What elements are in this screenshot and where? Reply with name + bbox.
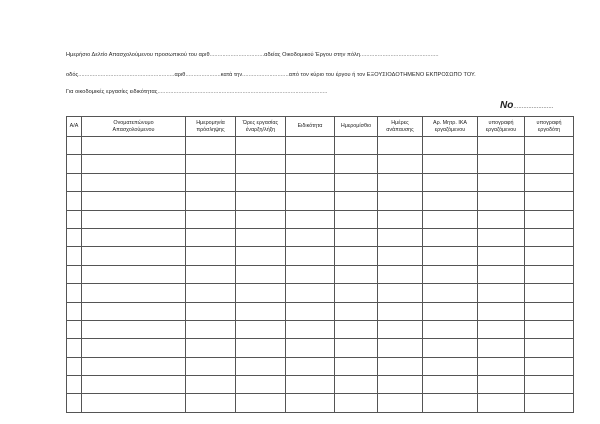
table-cell[interactable] [478,302,525,320]
form-number-label: No [500,100,514,111]
table-row [67,302,574,320]
table-cell[interactable] [67,357,82,375]
table-cell[interactable] [67,284,82,302]
table-cell[interactable] [478,394,525,412]
table-cell[interactable] [286,357,335,375]
header-hire-date: Ημερομηνία πρόσληψης [186,117,236,137]
specialty-label: Για οικοδομικές εργασίες ειδικότητας [66,89,158,95]
street-blank[interactable]: ............................................................ [78,72,175,78]
table-cell[interactable] [335,228,378,246]
license-text: Ημερήσιο Δελτίο Απασχολούμενου προσωπικού του αριθ [66,52,210,58]
table-cell[interactable] [335,137,378,155]
date-blank[interactable]: ............................. [242,72,289,78]
table-cell[interactable] [525,302,574,320]
table-cell[interactable] [82,284,186,302]
table-cell[interactable] [82,376,186,394]
table-cell[interactable] [478,210,525,228]
employee-table [66,116,574,413]
table-cell[interactable] [82,265,186,283]
table-row [67,137,574,155]
table-cell[interactable] [67,376,82,394]
table-cell[interactable] [378,302,423,320]
table-cell[interactable] [423,394,478,412]
table-cell[interactable] [67,155,82,173]
table-cell[interactable] [67,265,82,283]
table-cell[interactable] [82,394,186,412]
table-cell[interactable] [236,173,286,191]
table-cell[interactable] [335,210,378,228]
table-cell[interactable] [186,137,236,155]
table-cell[interactable] [236,357,286,375]
table-cell[interactable] [236,155,286,173]
table-cell[interactable] [478,228,525,246]
table-cell[interactable] [67,228,82,246]
header-work-hours: Ώρες εργασίας έναρξη/λήξη [236,117,286,137]
table-cell[interactable] [236,376,286,394]
table-cell[interactable] [286,228,335,246]
table-cell[interactable] [286,137,335,155]
table-cell[interactable] [82,173,186,191]
table-row [67,376,574,394]
table-cell[interactable] [423,320,478,338]
table-cell[interactable] [478,339,525,357]
table-cell[interactable] [335,192,378,210]
table-cell[interactable] [478,247,525,265]
table-cell[interactable] [82,137,186,155]
table-row [67,173,574,191]
table-row [67,320,574,338]
table-cell[interactable] [525,284,574,302]
header-line-license [66,52,439,58]
table-cell[interactable] [236,137,286,155]
table-cell[interactable] [378,155,423,173]
table-cell[interactable] [236,210,286,228]
table-cell[interactable] [286,376,335,394]
specialty-blank[interactable]: .......................................................................................................... [157,89,328,95]
table-body [67,137,574,413]
table-cell[interactable] [82,339,186,357]
table-cell[interactable] [286,247,335,265]
table-cell[interactable] [82,210,186,228]
table-cell[interactable] [335,173,378,191]
table-cell[interactable] [335,339,378,357]
table-cell[interactable] [423,228,478,246]
table-cell[interactable] [335,247,378,265]
table-cell[interactable] [525,228,574,246]
table-cell[interactable] [525,376,574,394]
table-cell[interactable] [186,302,236,320]
table-cell[interactable] [82,192,186,210]
table-cell[interactable] [423,339,478,357]
table-cell[interactable] [525,192,574,210]
table-cell[interactable] [186,376,236,394]
header-specialty: Ειδικότητα [286,117,335,137]
table-cell[interactable] [423,302,478,320]
header-employee-signature: υπογραφή εργαζόμενου [478,117,525,137]
table-cell[interactable] [286,339,335,357]
table-cell[interactable] [478,192,525,210]
table-cell[interactable] [67,339,82,357]
table-cell[interactable] [186,320,236,338]
city-text: αδείας Οικοδομικού Έργου στην πόλη [264,52,361,58]
table-cell[interactable] [423,357,478,375]
table-cell[interactable] [186,210,236,228]
table-cell[interactable] [286,265,335,283]
table-cell[interactable] [525,173,574,191]
table-cell[interactable] [67,137,82,155]
table-cell[interactable] [423,210,478,228]
table-row [67,284,574,302]
table-row [67,192,574,210]
table-cell[interactable] [525,265,574,283]
street-label: οδός [66,72,79,78]
table-cell[interactable] [335,284,378,302]
header-aa: Α/Α [67,117,82,137]
table-cell[interactable] [525,137,574,155]
header-ika-number: Αρ. Μητρ. ΙΚΑ εργαζόμενου [423,117,478,137]
table-cell[interactable] [378,339,423,357]
table-cell[interactable] [186,228,236,246]
table-cell[interactable] [423,137,478,155]
table-cell[interactable] [236,284,286,302]
table-cell[interactable] [236,228,286,246]
table-cell[interactable] [236,265,286,283]
table-cell[interactable] [478,376,525,394]
owner-text: από τον κύριο του έργου ή τον ΕΞΟΥΣΙΟΔΟΤΗΜΕΝΟ ΕΚΠΡΟΣΩΠΟ ΤΟΥ. [288,72,476,78]
table-cell[interactable] [525,339,574,357]
table-cell[interactable] [286,210,335,228]
table-cell[interactable] [186,247,236,265]
table-cell[interactable] [67,210,82,228]
table-cell[interactable] [236,394,286,412]
table-cell[interactable] [186,357,236,375]
table-cell[interactable] [423,376,478,394]
street-number-label: αριθ [174,72,186,78]
table-cell[interactable] [525,210,574,228]
table-cell[interactable] [423,265,478,283]
table-cell[interactable] [478,265,525,283]
table-row [67,265,574,283]
table-cell[interactable] [335,265,378,283]
table-cell[interactable] [82,302,186,320]
table-cell[interactable] [67,320,82,338]
table-cell[interactable] [286,155,335,173]
table-cell[interactable] [423,192,478,210]
table-cell[interactable] [286,284,335,302]
header-daily-wage: Ημερομίσθιο [335,117,378,137]
header-line-address [66,72,476,78]
table-cell[interactable] [478,284,525,302]
form-number [500,100,553,111]
table-cell[interactable] [423,155,478,173]
table-cell[interactable] [378,173,423,191]
city-blank[interactable]: ................................................. [360,52,439,58]
table-cell[interactable] [525,320,574,338]
table-cell[interactable] [378,247,423,265]
table-row [67,247,574,265]
table-cell[interactable] [286,192,335,210]
table-cell[interactable] [378,376,423,394]
table-cell[interactable] [67,192,82,210]
header-employer-signature: υπογραφή εργοδότη [525,117,574,137]
table-cell[interactable] [525,155,574,173]
table-cell[interactable] [236,247,286,265]
table-cell[interactable] [82,247,186,265]
table-cell[interactable] [286,394,335,412]
table-cell[interactable] [82,357,186,375]
table-cell[interactable] [335,155,378,173]
table-cell[interactable] [67,394,82,412]
table-cell[interactable] [236,302,286,320]
form-number-blank[interactable]: ........................ [513,104,554,110]
table-cell[interactable] [186,192,236,210]
table-cell[interactable] [378,265,423,283]
table-cell[interactable] [378,320,423,338]
table-cell[interactable] [82,320,186,338]
table-cell[interactable] [186,173,236,191]
table-cell[interactable] [525,247,574,265]
table-cell[interactable] [335,376,378,394]
table-header-row [67,117,574,137]
table-cell[interactable] [67,302,82,320]
header-name: Ονοματεπώνυμο Απασχολούμενου [82,117,186,137]
table-cell[interactable] [67,247,82,265]
table-cell[interactable] [423,173,478,191]
street-number-blank[interactable]: ...................... [185,72,221,78]
table-cell[interactable] [186,155,236,173]
table-cell[interactable] [478,320,525,338]
table-cell[interactable] [478,137,525,155]
table-cell[interactable] [335,302,378,320]
table-cell[interactable] [478,155,525,173]
table-cell[interactable] [378,394,423,412]
table-cell[interactable] [186,265,236,283]
table-cell[interactable] [423,284,478,302]
table-cell[interactable] [478,173,525,191]
table-row [67,228,574,246]
table-cell[interactable] [378,192,423,210]
table-cell[interactable] [335,394,378,412]
table-row [67,394,574,412]
table-cell[interactable] [378,137,423,155]
table-cell[interactable] [186,339,236,357]
table-row [67,155,574,173]
table-cell[interactable] [82,228,186,246]
table-cell[interactable] [378,284,423,302]
table-cell[interactable] [378,357,423,375]
table-cell[interactable] [335,320,378,338]
table-cell[interactable] [423,247,478,265]
license-number-blank[interactable]: .................................. [209,52,265,58]
table-cell[interactable] [186,284,236,302]
table-cell[interactable] [186,394,236,412]
table-cell[interactable] [286,302,335,320]
table-row [67,210,574,228]
date-label: κατά την [220,72,243,78]
table-cell[interactable] [478,357,525,375]
header-line-specialty [66,89,328,95]
table-cell[interactable] [67,173,82,191]
table-cell[interactable] [236,320,286,338]
header-rest-days: Ημέρες ανάπαυσης [378,117,423,137]
table-cell[interactable] [525,394,574,412]
table-cell[interactable] [378,228,423,246]
table-cell[interactable] [335,357,378,375]
table-cell[interactable] [286,320,335,338]
table-cell[interactable] [525,357,574,375]
table-cell[interactable] [236,192,286,210]
table-row [67,339,574,357]
table-cell[interactable] [82,155,186,173]
table-cell[interactable] [378,210,423,228]
table-row [67,357,574,375]
table-cell[interactable] [286,173,335,191]
table-cell[interactable] [236,339,286,357]
